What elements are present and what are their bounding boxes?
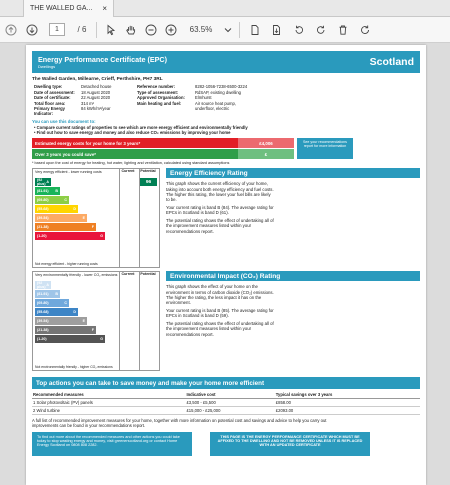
table-header: Typical savings over 3 years — [275, 391, 420, 399]
ei-paragraph: Your current rating is band B (85). The average rating for EPCs in Scotland is band D (59). — [166, 308, 274, 319]
info-value: 84 kWh/m²/year — [81, 106, 111, 112]
table-cell: £858.00 — [275, 399, 420, 407]
environmental-impact-title: Environmental Impact (CO₂) Rating — [166, 271, 420, 281]
use-bullet: • Compare current ratings of properties to see which are more energy efficient and environmentally friendly — [34, 125, 248, 131]
column-divider — [119, 272, 120, 370]
table-cell: £15,000 - £25,000 — [185, 407, 274, 415]
download-icon — [26, 24, 38, 36]
rotate-right-button[interactable] — [310, 21, 332, 39]
band-range: (92 plus) — [37, 281, 46, 290]
info-key: Approved Organisation: — [137, 95, 185, 101]
pdf-toolbar — [0, 17, 450, 43]
epc-subtitle: Dwellings — [38, 64, 56, 69]
band-letter: A — [46, 180, 49, 185]
rating-band-b — [35, 290, 60, 298]
band-letter: A — [46, 283, 49, 288]
property-address: The Walled Garden, Millearne, Crieff, Perthshire, PH7 3RL — [32, 77, 163, 82]
band-letter: C — [64, 198, 67, 203]
rating-band-g — [35, 232, 105, 240]
cost-footnote: * based upon the cost of energy for heating, hot water, lighting and ventilation, calculated using standard assumptions — [32, 161, 230, 166]
band-range: (81-91) — [37, 189, 49, 194]
table-cell: £2093.00 — [275, 407, 420, 415]
epc-header-left — [38, 55, 167, 69]
use-title: You can use this document to: — [32, 119, 96, 125]
zoom-out-button[interactable] — [141, 21, 161, 39]
tab-document-title: THE WALLED GA... — [30, 4, 93, 12]
band-letter: G — [100, 234, 103, 239]
rating-band-e — [35, 214, 87, 222]
info-value: Detached house — [81, 84, 112, 89]
column-divider — [139, 272, 140, 370]
column-divider — [119, 169, 120, 267]
delete-page-button[interactable] — [332, 21, 354, 39]
page-number-box — [42, 21, 72, 39]
extract-pages-button[interactable] — [266, 21, 288, 39]
band-range: (39-54) — [37, 216, 49, 221]
band-range: (1-20) — [37, 337, 47, 342]
rating-band-d — [35, 308, 78, 316]
minus-circle-icon — [145, 24, 157, 36]
country-label: Scotland — [369, 56, 414, 68]
toolbar-divider-2 — [239, 22, 240, 38]
band-range: (21-38) — [37, 328, 49, 333]
see-recommendations-box: See your recommendations report for more information — [297, 138, 353, 159]
environmental-impact-chart — [32, 271, 160, 371]
band-range: (39-54) — [37, 319, 49, 324]
close-icon[interactable]: × — [102, 3, 107, 13]
band-letter: E — [82, 216, 85, 221]
band-range: (69-80) — [37, 301, 49, 306]
page-number-input[interactable]: 1 — [49, 23, 65, 36]
zoom-dropdown[interactable] — [221, 21, 235, 39]
estimated-cost-value: £4,006 — [238, 138, 294, 148]
info-key: Date of certificate: — [34, 95, 71, 101]
band-letter: D — [73, 207, 76, 212]
info-value: Air source heat pump, — [195, 100, 236, 106]
chart-top-label: Very energy efficient - lower running costs — [35, 170, 102, 175]
info-value: 22 August 2020 — [81, 95, 111, 101]
band-range: (92 plus) — [37, 178, 46, 187]
band-letter: D — [73, 310, 76, 315]
toolbar-divider — [96, 22, 97, 38]
document-viewer[interactable] — [0, 43, 450, 450]
info-key — [137, 106, 195, 116]
info-value: underfloor, electric — [195, 106, 230, 112]
band-range: (55-68) — [37, 207, 49, 212]
current-column-header: Current — [121, 272, 135, 277]
info-value: 18 August 2020 — [81, 89, 111, 95]
table-cell: 1 Solar photovoltaic (PV) panels — [32, 399, 185, 407]
savings-row — [32, 149, 294, 159]
rating-band-b — [35, 187, 60, 195]
full-list-note: A full list of recommended improvement measures for your home, together with more information on potential cost and savings and advice to help you carry out improvements can be found in your recommendations report. — [32, 418, 327, 429]
chart-bottom-label: Not environmentally friendly - higher CO₂ emissions — [35, 365, 113, 370]
new-document-button[interactable] — [244, 21, 266, 39]
epc-header — [32, 51, 420, 73]
info-key: Dwelling type: — [34, 84, 63, 89]
property-info-grid — [34, 84, 420, 116]
environmental-impact-text — [166, 271, 420, 371]
table-cell: £3,500 - £5,500 — [185, 399, 274, 407]
band-range: (81-91) — [37, 292, 49, 297]
rating-band-a — [35, 178, 51, 186]
refresh-icon — [359, 24, 371, 36]
cost-section — [32, 138, 420, 160]
ei-paragraph: The potential rating shows the effect of undertaking all of the improvement measures listed within your recommendations report. — [166, 321, 274, 337]
rating-band-e — [35, 317, 87, 325]
download-button[interactable] — [22, 21, 42, 39]
certificate-notice-box: THIS PAGE IS THE ENERGY PERFORMANCE CERTIFICATE WHICH MUST BE AFFIXED TO THE DWELLING AND NOT BE REMOVED UNLESS IT IS REPLACED WITH AN UPDATED CERTIFICATE — [210, 432, 370, 456]
epc-title: Energy Performance Certificate (EPC) — [38, 55, 168, 64]
top-actions-title: Top actions you can take to save money and make your home more efficient — [32, 377, 420, 389]
table-header: Indicative cost — [185, 391, 274, 399]
rating-band-c — [35, 196, 69, 204]
plus-circle-icon — [165, 24, 177, 36]
page-total: / 6 — [77, 25, 87, 34]
band-letter: F — [91, 328, 94, 333]
select-tool-button[interactable] — [101, 21, 121, 39]
find-out-more-box: To find out more about the recommended measures and other actions you could take today to stop wasting energy and money, visit greenerscotland.org or contact Home Energy Scotland on 0808 808 2282. — [32, 432, 192, 456]
rating-band-d — [35, 205, 78, 213]
tab-home[interactable] — [0, 0, 24, 17]
info-boxes — [32, 432, 420, 456]
hand-icon — [125, 24, 137, 36]
energy-efficiency-section — [32, 168, 420, 268]
ee-paragraph: The potential rating shows the effect of undertaking all of the improvement measures listed within your recommendations report. — [166, 218, 274, 234]
info-key: Primary Energy Indicator: — [34, 106, 65, 117]
rotate-left-button[interactable] — [288, 21, 310, 39]
rating-band-f — [35, 326, 96, 334]
recommendations-table — [32, 391, 420, 415]
document-icon — [249, 24, 261, 36]
tab-document[interactable] — [24, 0, 114, 17]
band-letter: F — [91, 225, 94, 230]
cursor-icon — [105, 24, 117, 36]
pdf-page — [26, 45, 426, 485]
estimated-cost-label: Estimated energy costs for your home for 3 years* — [32, 138, 238, 148]
estimated-cost-row — [32, 138, 294, 148]
energy-efficiency-text — [166, 168, 420, 268]
band-letter: E — [82, 319, 85, 324]
refresh-button[interactable] — [354, 21, 376, 39]
band-letter: B — [55, 292, 58, 297]
info-key: Main heating and fuel: — [137, 100, 182, 106]
energy-efficiency-chart — [32, 168, 160, 268]
top-actions-section — [32, 377, 420, 456]
zoom-in-button[interactable] — [161, 21, 181, 39]
band-letter: C — [64, 301, 67, 306]
chevron-down-icon — [222, 24, 234, 36]
info-key: Type of assessment: — [137, 89, 179, 95]
upload-icon — [5, 24, 17, 36]
table-row — [32, 407, 420, 415]
page-arrow-icon — [271, 24, 283, 36]
zoom-level[interactable]: 63.5% — [189, 25, 213, 34]
cost-rows — [32, 138, 294, 160]
rating-band-c — [35, 299, 69, 307]
rating-band-a — [35, 281, 51, 289]
band-range: (21-38) — [37, 225, 49, 230]
info-value: 8282-1056-7238-6500-3224 — [195, 84, 248, 89]
chart-bottom-label: Not energy efficient - higher running costs — [35, 262, 98, 267]
table-row — [32, 399, 420, 407]
table-cell: 2 Wind turbine — [32, 407, 185, 415]
hand-tool-button[interactable] — [121, 21, 141, 39]
band-range: (1-20) — [37, 234, 47, 239]
savings-value: £ — [238, 149, 294, 159]
info-value: 314 m² — [81, 100, 95, 106]
info-key: Date of assessment: — [34, 89, 75, 95]
info-key: Reference number: — [137, 84, 176, 89]
rating-band-g — [35, 335, 105, 343]
energy-efficiency-title: Energy Efficiency Rating — [166, 168, 420, 178]
band-range: (69-80) — [37, 198, 49, 203]
rotate-left-icon — [293, 24, 305, 36]
chart-top-label: Very environmentally friendly - lower CO₂ emissions — [35, 273, 118, 278]
band-letter: G — [100, 337, 103, 342]
tab-bar — [0, 0, 450, 17]
info-value: RdSAP, existing dwelling — [195, 89, 242, 95]
ee-paragraph: This graph shows the current efficiency of your home, taking into account both energy efficiency and fuel costs. The higher this rating, the lower your fuel bills are likely to be. — [166, 181, 274, 202]
use-bullet: • Find out how to save energy and money and also reduce CO₂ emissions by improving your home — [34, 130, 231, 136]
savings-label: Over 3 years you could save* — [32, 149, 238, 159]
table-header: Recommended measures — [32, 391, 185, 399]
table-header-row — [32, 391, 420, 399]
potential-column-header: Potential — [140, 272, 156, 277]
info-value: Elmhurst — [195, 95, 212, 101]
trash-icon — [337, 24, 349, 36]
current-column-header: Current — [121, 169, 135, 174]
band-letter: B — [55, 189, 58, 194]
info-key: Total floor area: — [34, 100, 66, 106]
rotate-right-icon — [315, 24, 327, 36]
band-range: (55-68) — [37, 310, 49, 315]
ei-paragraph: This graph shows the effect of your home on the environment in terms of carbon dioxide (CO₂) emissions. The higher the rating, the less impact it has on the environment. — [166, 284, 274, 305]
potential-rating-arrow: 96 — [140, 178, 157, 186]
upload-button[interactable] — [0, 21, 22, 39]
environmental-impact-section — [32, 271, 420, 371]
rating-band-f — [35, 223, 96, 231]
potential-column-header: Potential — [140, 169, 156, 174]
ee-paragraph: Your current rating is band B (84). The average rating for EPCs in Scotland is band D (61). — [166, 205, 274, 216]
